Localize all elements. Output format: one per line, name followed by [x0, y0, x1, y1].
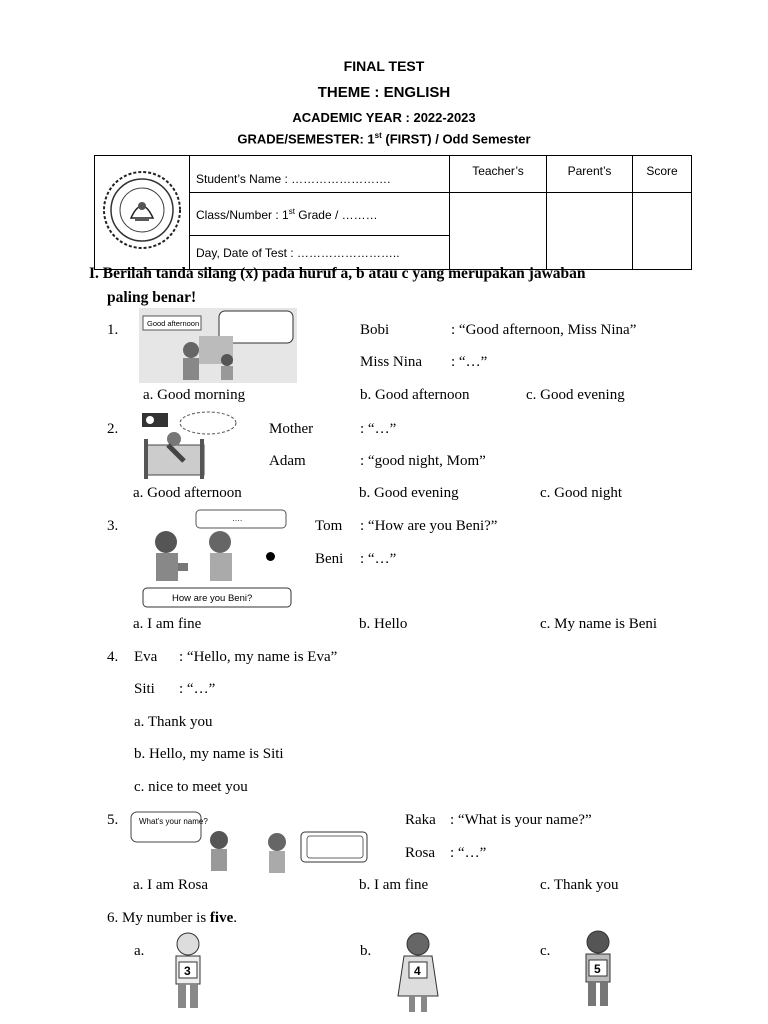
instruction-line-1: I. Berilah tanda silang (x) pada huruf a, b atau c yang merupakan jawaban — [89, 265, 586, 282]
q2-number: 2. — [107, 421, 119, 437]
score-header: Score — [633, 156, 692, 193]
q4-speaker-2: Siti — [134, 681, 155, 697]
q3-option-c[interactable]: c. My name is Beni — [540, 616, 658, 632]
q5-introduction-picture — [129, 808, 371, 880]
teacher-sign-box[interactable] — [450, 193, 547, 270]
q2-line-2: : “good night, Mom” — [360, 453, 486, 469]
q5-bubble-text: What’s your name? — [139, 817, 208, 826]
q2-option-c[interactable]: c. Good night — [540, 485, 623, 501]
q6-number-b: 4 — [414, 964, 421, 978]
q3-speaker-2: Beni — [315, 551, 344, 567]
q5-speaker-2: Rosa — [405, 845, 435, 861]
student-info-table — [94, 155, 692, 270]
parent-sign-box[interactable] — [547, 193, 633, 270]
q3-option-b[interactable]: b. Hello — [359, 616, 408, 632]
class-number-field[interactable]: Class/Number : 1st Grade / ……… — [196, 207, 378, 222]
q6-option-b[interactable]: b. — [360, 943, 372, 959]
parent-header: Parent’s — [547, 156, 633, 193]
q6-number-a: 3 — [184, 964, 191, 978]
q3-line-1: : “How are you Beni?” — [360, 518, 498, 534]
score-box[interactable] — [633, 193, 692, 270]
academic-year: ACADEMIC YEAR : 2022-2023 — [292, 110, 476, 125]
q2-speaker-2: Adam — [269, 453, 306, 469]
q6-child-a-picture — [164, 930, 212, 1020]
q4-line-1: : “Hello, my name is Eva” — [179, 649, 338, 665]
class-number-cell — [190, 193, 450, 236]
student-name-field[interactable]: Student’s Name : ……………………. — [196, 172, 391, 186]
q3-speaker-1: Tom — [315, 518, 343, 534]
q1-option-b[interactable]: b. Good afternoon — [360, 387, 470, 403]
q1-speaker-2: Miss Nina — [360, 354, 423, 370]
q6-option-c[interactable]: c. — [540, 943, 551, 959]
q6-child-b-picture — [394, 930, 442, 1020]
q1-number: 1. — [107, 322, 119, 338]
q1-line-1: : “Good afternoon, Miss Nina” — [451, 322, 637, 338]
q2-option-b[interactable]: b. Good evening — [359, 485, 459, 501]
q5-option-b[interactable]: b. I am fine — [359, 877, 429, 893]
q1-option-c[interactable]: c. Good evening — [526, 387, 625, 403]
q6-number-c: 5 — [594, 962, 601, 976]
q6-option-a[interactable]: a. — [134, 943, 145, 959]
q4-option-b[interactable]: b. Hello, my name is Siti — [134, 746, 284, 762]
q2-line-1: : “…” — [360, 421, 397, 437]
bullet-dot — [266, 552, 275, 561]
q1-line-2: : “…” — [451, 354, 488, 370]
q1-bubble-text: Good afternoon — [147, 319, 200, 328]
q3-bubble-bottom-text: How are you Beni? — [172, 593, 253, 604]
date-field[interactable]: Day, Date of Test : …………………….. — [196, 246, 400, 260]
theme-line: THEME : ENGLISH — [317, 84, 451, 101]
q2-bedtime-picture — [140, 409, 238, 481]
student-name-cell — [190, 156, 450, 193]
q2-speaker-1: Mother — [269, 421, 314, 437]
q5-line-1: : “What is your name?” — [450, 812, 592, 828]
q4-number: 4. — [107, 649, 119, 665]
q4-option-c[interactable]: c. nice to meet you — [134, 779, 248, 795]
q5-option-a[interactable]: a. I am Rosa — [133, 877, 208, 893]
q3-option-a[interactable]: a. I am fine — [133, 616, 202, 632]
q2-option-a[interactable]: a. Good afternoon — [133, 485, 242, 501]
q5-speaker-1: Raka — [405, 812, 436, 828]
q5-number: 5. — [107, 812, 119, 828]
teacher-header: Teacher’s — [450, 156, 547, 193]
school-logo-cell — [95, 156, 190, 270]
school-logo-icon — [95, 156, 189, 264]
grade-semester: GRADE/SEMESTER: 1st (FIRST) / Odd Semester — [237, 131, 531, 147]
q4-speaker-1: Eva — [134, 649, 158, 665]
q1-option-a[interactable]: a. Good morning — [143, 387, 246, 403]
q3-line-2: : “…” — [360, 551, 397, 567]
q6-child-c-picture — [574, 928, 622, 1018]
q5-line-2: : “…” — [450, 845, 487, 861]
q4-line-2: : “…” — [179, 681, 216, 697]
test-title: FINAL TEST — [343, 58, 425, 74]
q1-speaker-1: Bobi — [360, 322, 390, 338]
q3-bubble-top-text: …. — [232, 514, 243, 523]
q1-greeting-picture — [139, 308, 297, 383]
q5-option-c[interactable]: c. Thank you — [540, 877, 619, 893]
q6-stem: 6. My number is five. — [107, 910, 237, 926]
q4-option-a[interactable]: a. Thank you — [134, 714, 213, 730]
q3-number: 3. — [107, 518, 119, 534]
instruction-line-2: paling benar! — [107, 289, 197, 306]
